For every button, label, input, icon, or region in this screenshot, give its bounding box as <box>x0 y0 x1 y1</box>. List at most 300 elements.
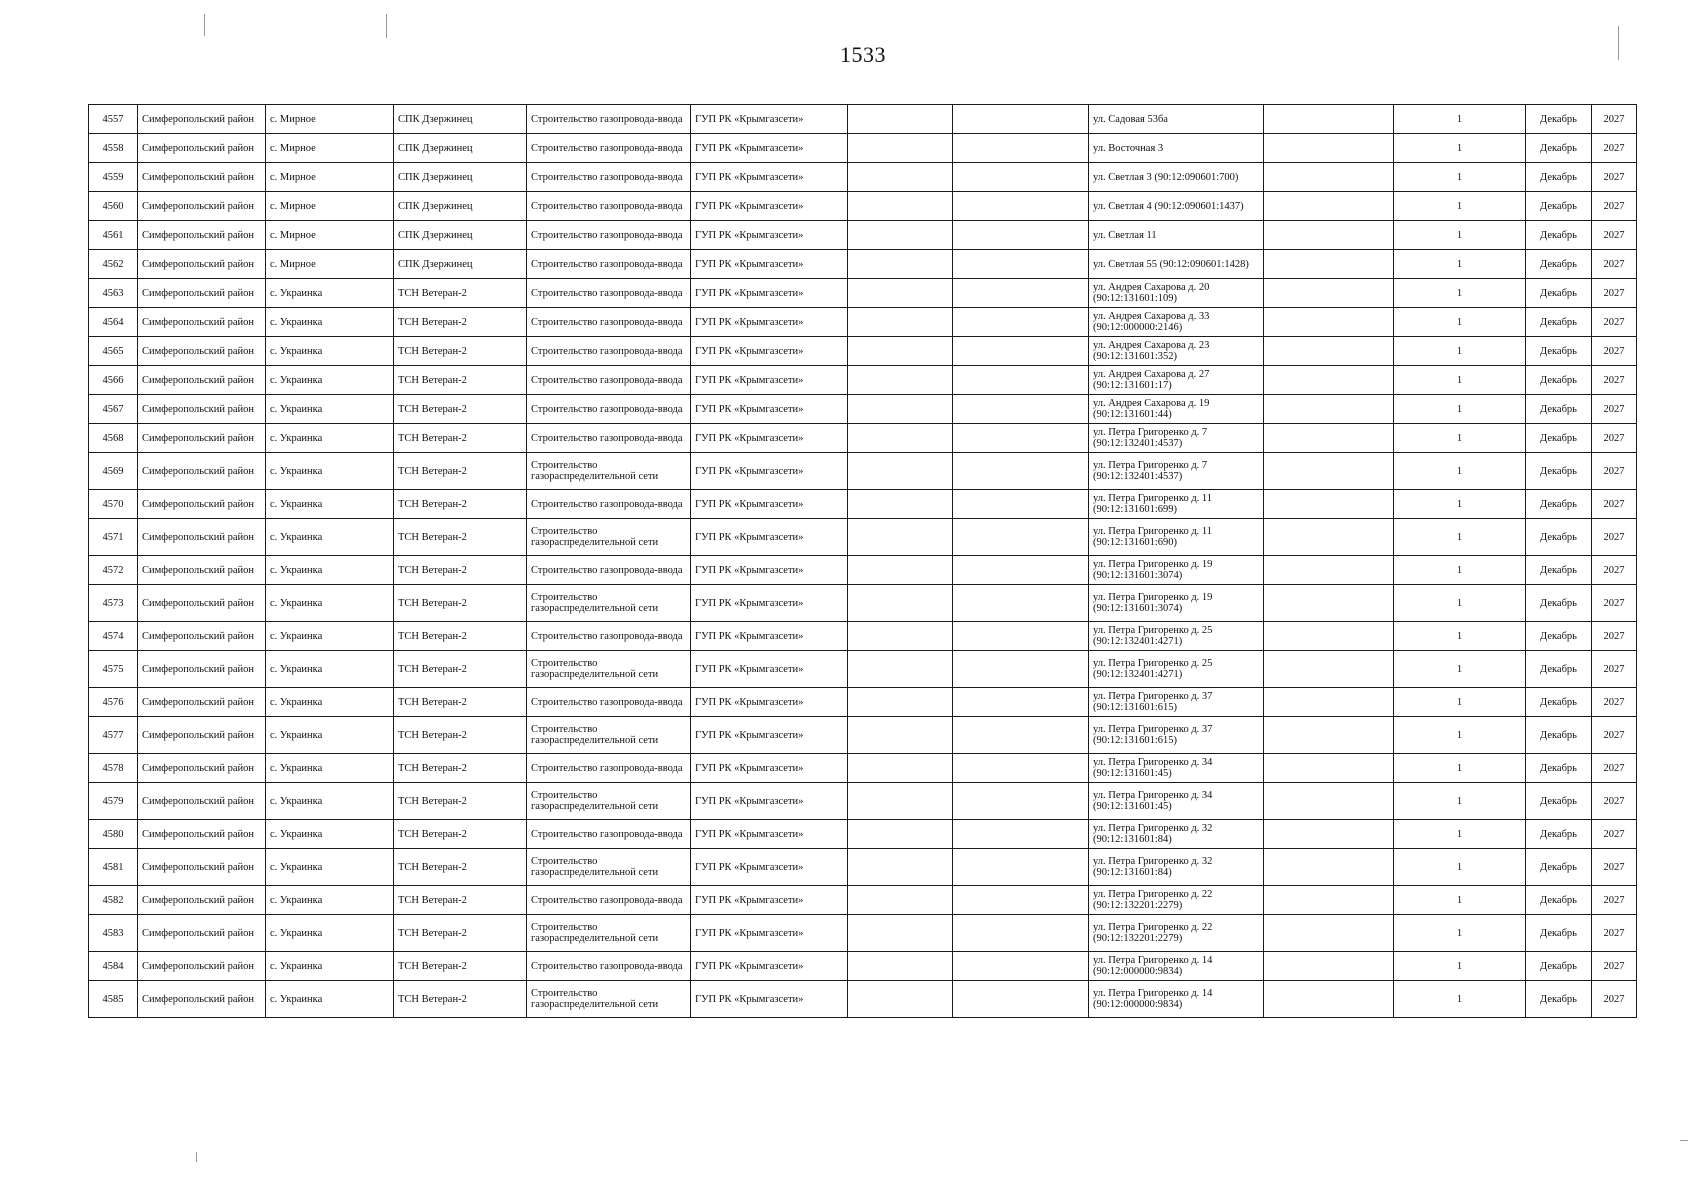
table-row <box>89 221 1637 250</box>
district-cell: Симферопольский район <box>138 105 266 134</box>
month-cell: Декабрь <box>1526 250 1592 279</box>
empty-cell <box>953 754 1089 783</box>
table-row <box>89 915 1637 952</box>
district-cell: Симферопольский район <box>138 192 266 221</box>
month-cell: Декабрь <box>1526 688 1592 717</box>
contractor-cell: ГУП РК «Крымгазсети» <box>691 134 848 163</box>
row-number-cell: 4568 <box>89 424 138 453</box>
settlement-cell: с. Украинка <box>266 366 394 395</box>
empty-cell <box>953 366 1089 395</box>
year-cell: 2027 <box>1592 308 1637 337</box>
work-type-cell: Строительство газопровода-ввода <box>527 366 691 395</box>
year-cell: 2027 <box>1592 981 1637 1018</box>
empty-cell <box>953 820 1089 849</box>
district-cell: Симферопольский район <box>138 163 266 192</box>
empty-cell <box>1264 519 1394 556</box>
empty-cell <box>953 134 1089 163</box>
quantity-cell: 1 <box>1394 585 1526 622</box>
quantity-cell: 1 <box>1394 952 1526 981</box>
district-cell: Симферопольский район <box>138 250 266 279</box>
row-number-cell: 4572 <box>89 556 138 585</box>
row-number-cell: 4578 <box>89 754 138 783</box>
contractor-cell: ГУП РК «Крымгазсети» <box>691 395 848 424</box>
address-cell: ул. Петра Григоренко д. 11 (90:12:131601:690) <box>1089 519 1264 556</box>
table-row <box>89 717 1637 754</box>
quantity-cell: 1 <box>1394 717 1526 754</box>
empty-cell <box>1264 221 1394 250</box>
empty-cell <box>953 279 1089 308</box>
row-number-cell: 4580 <box>89 820 138 849</box>
year-cell: 2027 <box>1592 395 1637 424</box>
customer-cell: ТСН Ветеран-2 <box>394 849 527 886</box>
customer-cell: ТСН Ветеран-2 <box>394 519 527 556</box>
address-cell: ул. Андрея Сахарова д. 20 (90:12:131601:109) <box>1089 279 1264 308</box>
address-cell: ул. Петра Григоренко д. 32 (90:12:131601:84) <box>1089 820 1264 849</box>
contractor-cell: ГУП РК «Крымгазсети» <box>691 490 848 519</box>
year-cell: 2027 <box>1592 453 1637 490</box>
work-type-cell: Строительство газопровода-ввода <box>527 395 691 424</box>
year-cell: 2027 <box>1592 424 1637 453</box>
month-cell: Декабрь <box>1526 366 1592 395</box>
contractor-cell: ГУП РК «Крымгазсети» <box>691 754 848 783</box>
customer-cell: ТСН Ветеран-2 <box>394 585 527 622</box>
settlement-cell: с. Мирное <box>266 250 394 279</box>
empty-cell <box>848 717 953 754</box>
quantity-cell: 1 <box>1394 424 1526 453</box>
customer-cell: ТСН Ветеран-2 <box>394 915 527 952</box>
row-number-cell: 4577 <box>89 717 138 754</box>
customer-cell: ТСН Ветеран-2 <box>394 717 527 754</box>
settlement-cell: с. Мирное <box>266 192 394 221</box>
settlement-cell: с. Украинка <box>266 585 394 622</box>
empty-cell <box>1264 820 1394 849</box>
empty-cell <box>953 585 1089 622</box>
empty-cell <box>848 981 953 1018</box>
month-cell: Декабрь <box>1526 519 1592 556</box>
month-cell: Декабрь <box>1526 915 1592 952</box>
settlement-cell: с. Мирное <box>266 221 394 250</box>
settlement-cell: с. Украинка <box>266 849 394 886</box>
quantity-cell: 1 <box>1394 981 1526 1018</box>
district-cell: Симферопольский район <box>138 453 266 490</box>
year-cell: 2027 <box>1592 820 1637 849</box>
work-type-cell: Строительство газопровода-ввода <box>527 424 691 453</box>
work-type-cell: Строительство газопровода-ввода <box>527 279 691 308</box>
month-cell: Декабрь <box>1526 453 1592 490</box>
month-cell: Декабрь <box>1526 337 1592 366</box>
settlement-cell: с. Украинка <box>266 651 394 688</box>
table-row <box>89 192 1637 221</box>
empty-cell <box>953 395 1089 424</box>
empty-cell <box>848 783 953 820</box>
month-cell: Декабрь <box>1526 651 1592 688</box>
work-type-cell: Строительство газораспределительной сети <box>527 849 691 886</box>
quantity-cell: 1 <box>1394 622 1526 651</box>
contractor-cell: ГУП РК «Крымгазсети» <box>691 622 848 651</box>
year-cell: 2027 <box>1592 849 1637 886</box>
address-cell: ул. Садовая 53бa <box>1089 105 1264 134</box>
empty-cell <box>848 366 953 395</box>
contractor-cell: ГУП РК «Крымгазсети» <box>691 453 848 490</box>
address-cell: ул. Восточная 3 <box>1089 134 1264 163</box>
customer-cell: ТСН Ветеран-2 <box>394 783 527 820</box>
empty-cell <box>1264 395 1394 424</box>
empty-cell <box>1264 915 1394 952</box>
customer-cell: ТСН Ветеран-2 <box>394 688 527 717</box>
empty-cell <box>1264 556 1394 585</box>
settlement-cell: с. Украинка <box>266 519 394 556</box>
row-number-cell: 4561 <box>89 221 138 250</box>
row-number-cell: 4563 <box>89 279 138 308</box>
address-cell: ул. Петра Григоренко д. 14 (90:12:000000:9834) <box>1089 981 1264 1018</box>
year-cell: 2027 <box>1592 688 1637 717</box>
district-cell: Симферопольский район <box>138 490 266 519</box>
settlement-cell: с. Мирное <box>266 134 394 163</box>
empty-cell <box>848 453 953 490</box>
empty-cell <box>848 849 953 886</box>
empty-cell <box>1264 134 1394 163</box>
table-row <box>89 585 1637 622</box>
empty-cell <box>953 337 1089 366</box>
empty-cell <box>848 308 953 337</box>
quantity-cell: 1 <box>1394 192 1526 221</box>
table-row <box>89 952 1637 981</box>
row-number-cell: 4562 <box>89 250 138 279</box>
empty-cell <box>848 134 953 163</box>
district-cell: Симферопольский район <box>138 519 266 556</box>
table-row <box>89 820 1637 849</box>
contractor-cell: ГУП РК «Крымгазсети» <box>691 221 848 250</box>
settlement-cell: с. Украинка <box>266 981 394 1018</box>
empty-cell <box>848 337 953 366</box>
table-row <box>89 556 1637 585</box>
quantity-cell: 1 <box>1394 366 1526 395</box>
year-cell: 2027 <box>1592 337 1637 366</box>
settlement-cell: с. Украинка <box>266 754 394 783</box>
contractor-cell: ГУП РК «Крымгазсети» <box>691 519 848 556</box>
empty-cell <box>1264 308 1394 337</box>
contractor-cell: ГУП РК «Крымгазсети» <box>691 337 848 366</box>
table-row <box>89 134 1637 163</box>
district-cell: Симферопольский район <box>138 366 266 395</box>
address-cell: ул. Андрея Сахарова д. 23 (90:12:131601:352) <box>1089 337 1264 366</box>
empty-cell <box>1264 585 1394 622</box>
contractor-cell: ГУП РК «Крымгазсети» <box>691 849 848 886</box>
empty-cell <box>848 424 953 453</box>
empty-cell <box>848 585 953 622</box>
table-row <box>89 453 1637 490</box>
empty-cell <box>848 105 953 134</box>
table-row <box>89 783 1637 820</box>
empty-cell <box>848 490 953 519</box>
row-number-cell: 4575 <box>89 651 138 688</box>
contractor-cell: ГУП РК «Крымгазсети» <box>691 585 848 622</box>
contractor-cell: ГУП РК «Крымгазсети» <box>691 651 848 688</box>
settlement-cell: с. Украинка <box>266 717 394 754</box>
year-cell: 2027 <box>1592 221 1637 250</box>
empty-cell <box>953 424 1089 453</box>
empty-cell <box>848 519 953 556</box>
month-cell: Декабрь <box>1526 192 1592 221</box>
empty-cell <box>1264 981 1394 1018</box>
district-cell: Симферопольский район <box>138 279 266 308</box>
row-number-cell: 4569 <box>89 453 138 490</box>
empty-cell <box>1264 453 1394 490</box>
address-cell: ул. Андрея Сахарова д. 33 (90:12:000000:2146) <box>1089 308 1264 337</box>
year-cell: 2027 <box>1592 134 1637 163</box>
empty-cell <box>848 622 953 651</box>
quantity-cell: 1 <box>1394 754 1526 783</box>
month-cell: Декабрь <box>1526 952 1592 981</box>
quantity-cell: 1 <box>1394 886 1526 915</box>
row-number-cell: 4560 <box>89 192 138 221</box>
empty-cell <box>953 886 1089 915</box>
settlement-cell: с. Украинка <box>266 820 394 849</box>
contractor-cell: ГУП РК «Крымгазсети» <box>691 424 848 453</box>
work-type-cell: Строительство газопровода-ввода <box>527 622 691 651</box>
year-cell: 2027 <box>1592 519 1637 556</box>
empty-cell <box>1264 279 1394 308</box>
empty-cell <box>953 622 1089 651</box>
row-number-cell: 4585 <box>89 981 138 1018</box>
empty-cell <box>953 163 1089 192</box>
work-type-cell: Строительство газораспределительной сети <box>527 453 691 490</box>
month-cell: Декабрь <box>1526 279 1592 308</box>
district-cell: Симферопольский район <box>138 134 266 163</box>
table-row <box>89 366 1637 395</box>
empty-cell <box>953 688 1089 717</box>
address-cell: ул. Петра Григоренко д. 37 (90:12:131601:615) <box>1089 717 1264 754</box>
work-type-cell: Строительство газораспределительной сети <box>527 519 691 556</box>
empty-cell <box>1264 337 1394 366</box>
year-cell: 2027 <box>1592 783 1637 820</box>
table-row <box>89 688 1637 717</box>
month-cell: Декабрь <box>1526 981 1592 1018</box>
work-type-cell: Строительство газораспределительной сети <box>527 717 691 754</box>
month-cell: Декабрь <box>1526 886 1592 915</box>
month-cell: Декабрь <box>1526 585 1592 622</box>
year-cell: 2027 <box>1592 754 1637 783</box>
row-number-cell: 4576 <box>89 688 138 717</box>
month-cell: Декабрь <box>1526 308 1592 337</box>
district-cell: Симферопольский район <box>138 622 266 651</box>
quantity-cell: 1 <box>1394 688 1526 717</box>
empty-cell <box>953 105 1089 134</box>
work-type-cell: Строительство газопровода-ввода <box>527 754 691 783</box>
district-cell: Симферопольский район <box>138 952 266 981</box>
address-cell: ул. Светлая 3 (90:12:090601:700) <box>1089 163 1264 192</box>
empty-cell <box>1264 250 1394 279</box>
contractor-cell: ГУП РК «Крымгазсети» <box>691 250 848 279</box>
table-row <box>89 279 1637 308</box>
table-row <box>89 849 1637 886</box>
customer-cell: ТСН Ветеран-2 <box>394 424 527 453</box>
quantity-cell: 1 <box>1394 250 1526 279</box>
work-type-cell: Строительство газопровода-ввода <box>527 688 691 717</box>
row-number-cell: 4582 <box>89 886 138 915</box>
empty-cell <box>848 688 953 717</box>
work-type-cell: Строительство газораспределительной сети <box>527 585 691 622</box>
quantity-cell: 1 <box>1394 163 1526 192</box>
row-number-cell: 4571 <box>89 519 138 556</box>
customer-cell: ТСН Ветеран-2 <box>394 820 527 849</box>
quantity-cell: 1 <box>1394 490 1526 519</box>
empty-cell <box>848 221 953 250</box>
address-cell: ул. Петра Григоренко д. 34 (90:12:131601:45) <box>1089 754 1264 783</box>
month-cell: Декабрь <box>1526 105 1592 134</box>
month-cell: Декабрь <box>1526 717 1592 754</box>
table-row <box>89 337 1637 366</box>
work-type-cell: Строительство газопровода-ввода <box>527 250 691 279</box>
settlement-cell: с. Украинка <box>266 915 394 952</box>
row-number-cell: 4558 <box>89 134 138 163</box>
table-row <box>89 981 1637 1018</box>
empty-cell <box>1264 163 1394 192</box>
customer-cell: ТСН Ветеран-2 <box>394 981 527 1018</box>
work-type-cell: Строительство газопровода-ввода <box>527 952 691 981</box>
table-row <box>89 754 1637 783</box>
customer-cell: СПК Дзержинец <box>394 105 527 134</box>
month-cell: Декабрь <box>1526 556 1592 585</box>
row-number-cell: 4573 <box>89 585 138 622</box>
month-cell: Декабрь <box>1526 820 1592 849</box>
table-row <box>89 163 1637 192</box>
district-cell: Симферопольский район <box>138 308 266 337</box>
work-type-cell: Строительство газопровода-ввода <box>527 820 691 849</box>
row-number-cell: 4583 <box>89 915 138 952</box>
empty-cell <box>953 556 1089 585</box>
quantity-cell: 1 <box>1394 308 1526 337</box>
empty-cell <box>1264 366 1394 395</box>
work-type-cell: Строительство газораспределительной сети <box>527 981 691 1018</box>
district-cell: Симферопольский район <box>138 556 266 585</box>
quantity-cell: 1 <box>1394 556 1526 585</box>
customer-cell: СПК Дзержинец <box>394 250 527 279</box>
row-number-cell: 4574 <box>89 622 138 651</box>
month-cell: Декабрь <box>1526 490 1592 519</box>
customer-cell: ТСН Ветеран-2 <box>394 366 527 395</box>
empty-cell <box>953 783 1089 820</box>
table-row <box>89 105 1637 134</box>
settlement-cell: с. Мирное <box>266 163 394 192</box>
quantity-cell: 1 <box>1394 519 1526 556</box>
empty-cell <box>1264 952 1394 981</box>
district-cell: Симферопольский район <box>138 783 266 820</box>
settlement-cell: с. Украинка <box>266 337 394 366</box>
quantity-cell: 1 <box>1394 453 1526 490</box>
empty-cell <box>953 490 1089 519</box>
empty-cell <box>1264 688 1394 717</box>
contractor-cell: ГУП РК «Крымгазсети» <box>691 366 848 395</box>
contractor-cell: ГУП РК «Крымгазсети» <box>691 820 848 849</box>
year-cell: 2027 <box>1592 192 1637 221</box>
empty-cell <box>848 163 953 192</box>
empty-cell <box>953 453 1089 490</box>
empty-cell <box>848 915 953 952</box>
empty-cell <box>953 981 1089 1018</box>
address-cell: ул. Петра Григоренко д. 25 (90:12:132401:4271) <box>1089 651 1264 688</box>
customer-cell: ТСН Ветеран-2 <box>394 395 527 424</box>
address-cell: ул. Петра Григоренко д. 19 (90:12:131601:3074) <box>1089 585 1264 622</box>
work-type-cell: Строительство газопровода-ввода <box>527 163 691 192</box>
row-number-cell: 4559 <box>89 163 138 192</box>
month-cell: Декабрь <box>1526 783 1592 820</box>
district-cell: Симферопольский район <box>138 337 266 366</box>
customer-cell: ТСН Ветеран-2 <box>394 453 527 490</box>
district-cell: Симферопольский район <box>138 754 266 783</box>
customer-cell: СПК Дзержинец <box>394 163 527 192</box>
work-type-cell: Строительство газопровода-ввода <box>527 490 691 519</box>
year-cell: 2027 <box>1592 105 1637 134</box>
work-type-cell: Строительство газопровода-ввода <box>527 337 691 366</box>
work-type-cell: Строительство газораспределительной сети <box>527 651 691 688</box>
district-cell: Симферопольский район <box>138 915 266 952</box>
work-type-cell: Строительство газопровода-ввода <box>527 556 691 585</box>
year-cell: 2027 <box>1592 556 1637 585</box>
address-cell: ул. Петра Григоренко д. 7 (90:12:132401:4537) <box>1089 424 1264 453</box>
contractor-cell: ГУП РК «Крымгазсети» <box>691 783 848 820</box>
empty-cell <box>953 519 1089 556</box>
month-cell: Декабрь <box>1526 424 1592 453</box>
customer-cell: ТСН Ветеран-2 <box>394 952 527 981</box>
empty-cell <box>848 192 953 221</box>
work-type-cell: Строительство газопровода-ввода <box>527 134 691 163</box>
objects-table <box>88 104 1637 1018</box>
table-row <box>89 622 1637 651</box>
address-cell: ул. Петра Григоренко д. 34 (90:12:131601:45) <box>1089 783 1264 820</box>
district-cell: Симферопольский район <box>138 424 266 453</box>
settlement-cell: с. Украинка <box>266 395 394 424</box>
address-cell: ул. Петра Григоренко д. 7 (90:12:132401:4537) <box>1089 453 1264 490</box>
table-body <box>89 105 1637 1018</box>
table-row <box>89 651 1637 688</box>
settlement-cell: с. Украинка <box>266 622 394 651</box>
empty-cell <box>848 395 953 424</box>
customer-cell: СПК Дзержинец <box>394 192 527 221</box>
district-cell: Симферопольский район <box>138 688 266 717</box>
quantity-cell: 1 <box>1394 915 1526 952</box>
empty-cell <box>1264 717 1394 754</box>
contractor-cell: ГУП РК «Крымгазсети» <box>691 952 848 981</box>
empty-cell <box>848 556 953 585</box>
scan-mark <box>1618 26 1619 60</box>
empty-cell <box>953 192 1089 221</box>
quantity-cell: 1 <box>1394 221 1526 250</box>
settlement-cell: с. Украинка <box>266 453 394 490</box>
year-cell: 2027 <box>1592 279 1637 308</box>
row-number-cell: 4565 <box>89 337 138 366</box>
table-row <box>89 424 1637 453</box>
settlement-cell: с. Украинка <box>266 308 394 337</box>
empty-cell <box>848 651 953 688</box>
district-cell: Симферопольский район <box>138 886 266 915</box>
contractor-cell: ГУП РК «Крымгазсети» <box>691 915 848 952</box>
empty-cell <box>953 250 1089 279</box>
customer-cell: ТСН Ветеран-2 <box>394 651 527 688</box>
empty-cell <box>953 308 1089 337</box>
month-cell: Декабрь <box>1526 622 1592 651</box>
empty-cell <box>848 952 953 981</box>
address-cell: ул. Светлая 4 (90:12:090601:1437) <box>1089 192 1264 221</box>
year-cell: 2027 <box>1592 886 1637 915</box>
district-cell: Симферопольский район <box>138 849 266 886</box>
customer-cell: ТСН Ветеран-2 <box>394 886 527 915</box>
address-cell: ул. Светлая 11 <box>1089 221 1264 250</box>
empty-cell <box>1264 783 1394 820</box>
contractor-cell: ГУП РК «Крымгазсети» <box>691 688 848 717</box>
work-type-cell: Строительство газопровода-ввода <box>527 105 691 134</box>
row-number-cell: 4564 <box>89 308 138 337</box>
